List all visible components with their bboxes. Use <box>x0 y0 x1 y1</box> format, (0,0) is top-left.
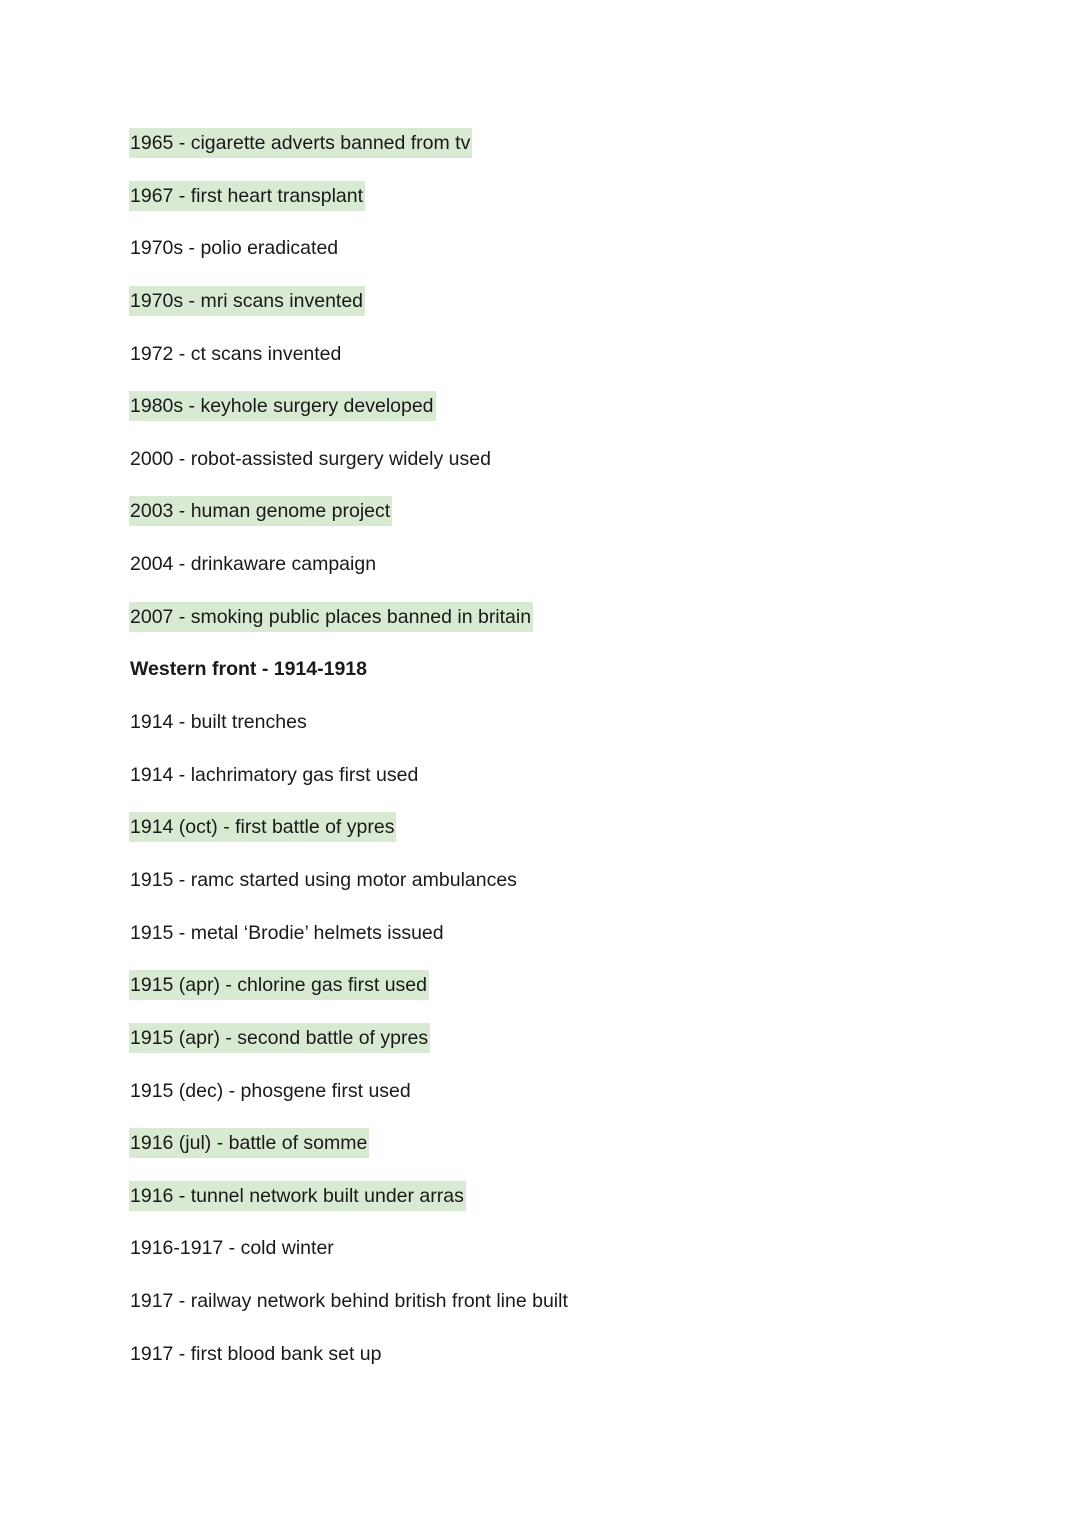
highlighted-entry-text: 1980s - keyhole surgery developed <box>129 391 436 421</box>
timeline-entry <box>130 760 1030 813</box>
highlighted-entry-text: 1916 (jul) - battle of somme <box>129 1128 369 1158</box>
highlighted-entry-text: 1967 - first heart transplant <box>129 181 365 211</box>
entry-text: 2000 - robot-assisted surgery widely used <box>130 447 491 470</box>
timeline-entry <box>130 1076 1030 1129</box>
highlighted-entry-text: 1916 - tunnel network built under arras <box>129 1181 466 1211</box>
entry-text: 1916-1917 - cold winter <box>130 1237 334 1260</box>
highlighted-entry-text: 1914 (oct) - first battle of ypres <box>129 812 396 842</box>
timeline-entry <box>130 496 1030 549</box>
entry-text: 1970s - polio eradicated <box>130 237 339 260</box>
entry-text: 1914 - lachrimatory gas first used <box>130 763 419 786</box>
timeline-entry <box>130 339 1030 392</box>
timeline-entry <box>130 865 1030 918</box>
entry-text: 2004 - drinkaware campaign <box>130 553 377 576</box>
timeline-entry <box>130 1339 1030 1392</box>
timeline-entry <box>130 444 1030 497</box>
timeline-entry <box>130 970 1030 1023</box>
timeline-entry <box>130 1023 1030 1076</box>
section-heading <box>130 654 1030 707</box>
timeline-entry <box>130 1233 1030 1286</box>
timeline-entry <box>130 918 1030 971</box>
section-heading-text: Western front - 1914-1918 <box>130 658 367 681</box>
timeline-entry <box>130 602 1030 655</box>
timeline-entry <box>130 391 1030 444</box>
timeline-entry <box>130 549 1030 602</box>
entry-text: 1972 - ct scans invented <box>130 342 342 365</box>
entry-text: 1917 - railway network behind british front line built <box>130 1290 568 1313</box>
timeline-entry <box>130 1286 1030 1339</box>
highlighted-entry-text: 1915 (apr) - chlorine gas first used <box>129 970 429 1000</box>
timeline-entry <box>130 1181 1030 1234</box>
highlighted-entry-text: 1965 - cigarette adverts banned from tv <box>129 128 472 158</box>
highlighted-entry-text: 2003 - human genome project <box>129 496 392 526</box>
entry-text: 1915 - ramc started using motor ambulances <box>130 868 517 891</box>
timeline-entry <box>130 812 1030 865</box>
entry-text: 1915 - metal ‘Brodie’ helmets issued <box>130 921 444 944</box>
highlighted-entry-text: 1970s - mri scans invented <box>129 286 365 316</box>
timeline-list <box>130 128 1030 1391</box>
entry-text: 1914 - built trenches <box>130 711 307 734</box>
entry-text: 1915 (dec) - phosgene first used <box>130 1079 411 1102</box>
entry-text: 1917 - first blood bank set up <box>130 1342 382 1365</box>
timeline-entry <box>130 233 1030 286</box>
highlighted-entry-text: 1915 (apr) - second battle of ypres <box>129 1023 430 1053</box>
timeline-entry <box>130 128 1030 181</box>
highlighted-entry-text: 2007 - smoking public places banned in britain <box>129 602 533 632</box>
timeline-entry <box>130 286 1030 339</box>
timeline-entry <box>130 181 1030 234</box>
timeline-entry <box>130 707 1030 760</box>
timeline-entry <box>130 1128 1030 1181</box>
